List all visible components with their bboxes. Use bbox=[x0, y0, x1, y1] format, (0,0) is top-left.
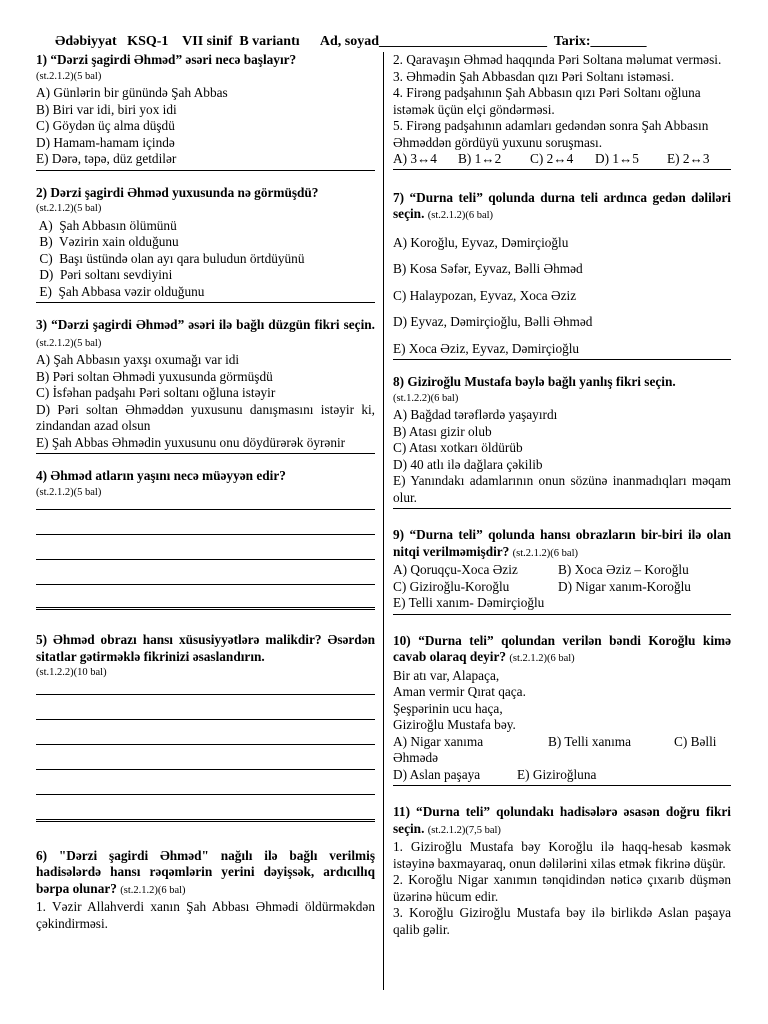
question-11 bbox=[393, 804, 731, 938]
verse-line: Giziroğlu Mustafa bəy. bbox=[393, 717, 516, 732]
option-e[interactable]: E) Telli xanım- Dəmirçioğlu bbox=[393, 595, 545, 610]
question-1-title: 1) “Dərzi şagirdi Əhməd” əsəri necə başlayır? bbox=[36, 52, 297, 67]
option-d[interactable]: D) Pəri soltan Əhməddən yuxusunu danışmasını istəyir ki, zindandan azad olsun bbox=[36, 401, 375, 433]
answer-line[interactable] bbox=[36, 745, 375, 770]
question-2-standard: (st.2.1.2)(5 bal) bbox=[36, 203, 102, 214]
question-2 bbox=[36, 185, 375, 304]
option-b[interactable]: B) 1↔2 bbox=[458, 151, 502, 166]
question-7 bbox=[393, 190, 731, 361]
options-row bbox=[393, 562, 731, 579]
option-d[interactable]: D) Eyvaz, Dəmirçioğlu, Bəlli Əhməd bbox=[393, 314, 593, 329]
question-2-title: 2) Dərzi şagirdi Əhməd yuxusunda nə görmüşdü? bbox=[36, 184, 319, 200]
option-b[interactable]: B) Vəzirin xain olduğunu bbox=[36, 234, 179, 249]
question-6-title: 6) "Dərzi şagirdi Əhməd" nağılı ilə bağlı verilmiş hadisələrdə hansı rəqəmlərin yerini dəyişsək, ardıcıllıq bərpa olunar? (st.2.1.2)(6 bal) bbox=[36, 847, 375, 896]
question-5-standard: (st.1.2.2)(10 bal) bbox=[36, 667, 107, 678]
option-d[interactable]: D) 1↔5 bbox=[595, 151, 639, 166]
answer-line[interactable] bbox=[36, 501, 375, 510]
sequence-item-1: 1. Vəzir Allahverdi xanın Şah Abbası Əhmədi öldürməkdən çəkindirməsi. bbox=[36, 899, 375, 931]
question-4 bbox=[36, 468, 375, 610]
sequence-item-2: 2. Qaravaşın Əhməd haqqında Pəri Soltana məlumat verməsi. bbox=[393, 52, 722, 67]
question-4-standard: (st.2.1.2)(5 bal) bbox=[36, 486, 102, 498]
question-6-continued bbox=[393, 52, 731, 170]
option-c-continued: Əhmədə bbox=[393, 750, 439, 765]
verse-line: Şeşpərinin ucu haça, bbox=[393, 700, 503, 716]
option-e[interactable]: E) Dərə, təpə, düz getdilər bbox=[36, 151, 177, 166]
answer-line[interactable] bbox=[36, 560, 375, 585]
option-d[interactable]: D) Pəri soltanı sevdiyini bbox=[36, 267, 173, 282]
question-8-title: 8) Giziroğlu Mustafa bəylə bağlı yanlış fikri seçin. bbox=[393, 374, 676, 389]
option-c[interactable]: C) Başı üstündə olan ayı qara buludun örtdüyünü bbox=[36, 250, 305, 266]
question-10 bbox=[393, 633, 731, 787]
question-9-standard: (st.2.1.2)(6 bal) bbox=[512, 547, 578, 559]
answer-line[interactable] bbox=[36, 510, 375, 535]
options-row bbox=[393, 767, 731, 784]
question-8-standard: (st.1.2.2)(6 bal) bbox=[393, 392, 459, 404]
option-c[interactable]: C) Halaypozan, Eyvaz, Xoca Əziz bbox=[393, 287, 577, 303]
option-c[interactable]: C) Göydən üç alma düşdü bbox=[36, 118, 175, 133]
options-row bbox=[393, 734, 731, 751]
question-5-title: 5) Əhməd obrazı hansı xüsusiyyətlərə malikdir? Əsərdən sitatlar gətirməklə fikrinizi əsaslandırın. bbox=[36, 632, 375, 664]
question-6-standard: (st.2.1.2)(6 bal) bbox=[120, 884, 186, 896]
sequence-item-3: 3. Əhmədin Şah Abbasdan qızı Pəri Soltanı istəməsi. bbox=[393, 68, 675, 84]
question-5 bbox=[36, 632, 375, 822]
option-b[interactable]: B) Pəri soltan Əhmədi yuxusunda görmüşdü bbox=[36, 368, 273, 384]
option-c[interactable]: C) Atası xotkarı öldürüb bbox=[393, 440, 523, 455]
question-4-title: 4) Əhməd atların yaşını necə müəyyən edir? bbox=[36, 468, 286, 483]
option-c[interactable]: C) Giziroğlu-Koroğlu bbox=[393, 578, 510, 594]
option-e[interactable]: E) Xoca Əziz, Eyvaz, Dəmirçioğlu bbox=[393, 340, 580, 356]
question-1-standard: (st.2.1.2)(5 bal) bbox=[36, 70, 102, 82]
option-c[interactable]: C) 2↔4 bbox=[530, 151, 574, 166]
verse-line: Aman vermir Qırat qaça. bbox=[393, 684, 526, 699]
question-6 bbox=[36, 848, 375, 933]
options-row bbox=[393, 579, 731, 596]
option-c[interactable]: C) İsfəhan padşahı Pəri soltanı oğluna istəyir bbox=[36, 385, 276, 400]
answer-line[interactable] bbox=[36, 585, 375, 610]
option-b[interactable]: B) Atası gizir olub bbox=[393, 423, 492, 439]
question-9-title: 9) “Durna teli” qolunda hansı obrazların bir-biri ilə olan nitqi verilməmişdir? (st.2.1.2)(6 bal) bbox=[393, 527, 731, 559]
answer-line[interactable] bbox=[36, 695, 375, 720]
sequence-item-5: 5. Firəng padşahının adamları gedəndən sonra Şah Abbasın Əhməddən gördüyü yuxunu soruşması. bbox=[393, 118, 709, 150]
question-11-title: 11) “Durna teli” qolundakı hadisələrə əsasən doğru fikri seçin. (st.2.1.2)(7,5 bal) bbox=[393, 804, 731, 836]
option-a[interactable]: A) Nigar xanıma bbox=[393, 733, 484, 749]
question-3 bbox=[36, 317, 375, 454]
question-3-standard: (st.2.1.2)(5 bal) bbox=[36, 337, 102, 349]
question-11-standard: (st.2.1.2)(7,5 bal) bbox=[427, 824, 501, 836]
question-8 bbox=[393, 374, 731, 509]
question-7-standard: (st.2.1.2)(6 bal) bbox=[427, 210, 494, 221]
option-b[interactable]: B) Kosa Səfər, Eyvaz, Bəlli Əhməd bbox=[393, 261, 583, 276]
left-column bbox=[36, 52, 375, 932]
option-b[interactable]: B) Biri var idi, biri yox idi bbox=[36, 101, 177, 117]
sequence-item-4: 4. Firəng padşahının Şah Abbasın qızı Pəri Soltanı oğluna istəmək üçün elçi göndərməsi. bbox=[393, 85, 701, 117]
question-3-title: 3) “Dərzi şagirdi Əhməd” əsəri ilə bağlı düzgün fikri seçin. (st.2.1.2)(5 bal) bbox=[36, 317, 375, 349]
verse-line: Bir atı var, Alapaça, bbox=[393, 667, 500, 683]
option-a[interactable]: A) Şah Abbasın yaxşı oxumağı var idi bbox=[36, 352, 240, 367]
question-10-standard: (st.2.1.2)(6 bal) bbox=[509, 653, 575, 664]
option-e[interactable]: E) Şah Abbas Əhmədin yuxusunu onu döydürərək öyrənir bbox=[36, 434, 346, 450]
answer-line[interactable] bbox=[36, 795, 375, 822]
answer-line[interactable] bbox=[36, 770, 375, 795]
answer-line[interactable] bbox=[36, 535, 375, 560]
question-10-title: 10) “Durna teli” qolundan verilən bəndi Koroğlu kimə cavab olaraq deyir? (st.2.1.2)(6 bal) bbox=[393, 632, 731, 664]
answer-line[interactable] bbox=[36, 682, 375, 695]
option-d[interactable]: D) Hamam-hamam içində bbox=[36, 134, 175, 150]
answer-line[interactable] bbox=[36, 720, 375, 745]
question-1 bbox=[36, 52, 375, 171]
option-e[interactable]: E) 2↔3 bbox=[667, 151, 710, 166]
question-7-title: 7) “Durna teli” qolunda durna teli ardınca gedən dəliləri seçin. (st.2.1.2)(6 bal) bbox=[393, 189, 731, 221]
option-a[interactable]: A) Koroğlu, Eyvaz, Dəmirçioğlu bbox=[393, 234, 569, 250]
option-d[interactable]: D) Aslan paşaya bbox=[393, 766, 481, 782]
column-divider bbox=[383, 52, 384, 990]
right-column bbox=[393, 52, 731, 938]
option-e[interactable]: E) Giziroğluna bbox=[517, 766, 597, 782]
option-e[interactable]: E) Şah Abbasa vəzir olduğunu bbox=[36, 283, 205, 299]
statement-2: 2. Koroğlu Nigar xanımın tənqidindən nəticə çıxarıb düşmən üzərinə hücum edir. bbox=[393, 872, 731, 904]
statement-1: 1. Giziroğlu Mustafa bəy Koroğlu ilə haqq-hesab kəsmək istəyinə baxmayaraq, onun dəlilərini xilas etmək fikrinə düşür. bbox=[393, 839, 731, 871]
option-a[interactable]: A) Günlərin bir günündə Şah Abbas bbox=[36, 85, 228, 100]
option-a[interactable]: A) Qoruqçu-Xoca Əziz bbox=[393, 562, 518, 577]
option-a[interactable]: A) Bağdad tərəflərdə yaşayırdı bbox=[393, 407, 558, 422]
answer-options bbox=[393, 151, 731, 168]
option-d[interactable]: D) Nigar xanım-Koroğlu bbox=[558, 578, 691, 594]
option-b[interactable]: B) Xoca Əziz – Koroğlu bbox=[558, 562, 689, 577]
page-header: Ədəbiyyat KSQ-1 VII sinif B variantı Ad, soyad________________________ Tarix:________ bbox=[55, 34, 647, 49]
statement-3: 3. Koroğlu Giziroğlu Mustafa bəy ilə birlikdə Aslan paşaya qalib gəlir. bbox=[393, 905, 731, 937]
question-9 bbox=[393, 527, 731, 615]
option-d[interactable]: D) 40 atlı ilə dağlara çəkilib bbox=[393, 456, 543, 472]
option-a[interactable]: A) Şah Abbasın ölümünü bbox=[36, 217, 177, 233]
option-a[interactable]: A) 3↔4 bbox=[393, 151, 437, 166]
option-b[interactable]: B) Telli xanıma bbox=[548, 733, 632, 749]
option-e[interactable]: E) Yanındakı adamlarının onun sözünə inanmadıqları məqam olur. bbox=[393, 473, 731, 505]
option-c[interactable]: C) Bəlli bbox=[674, 733, 717, 749]
